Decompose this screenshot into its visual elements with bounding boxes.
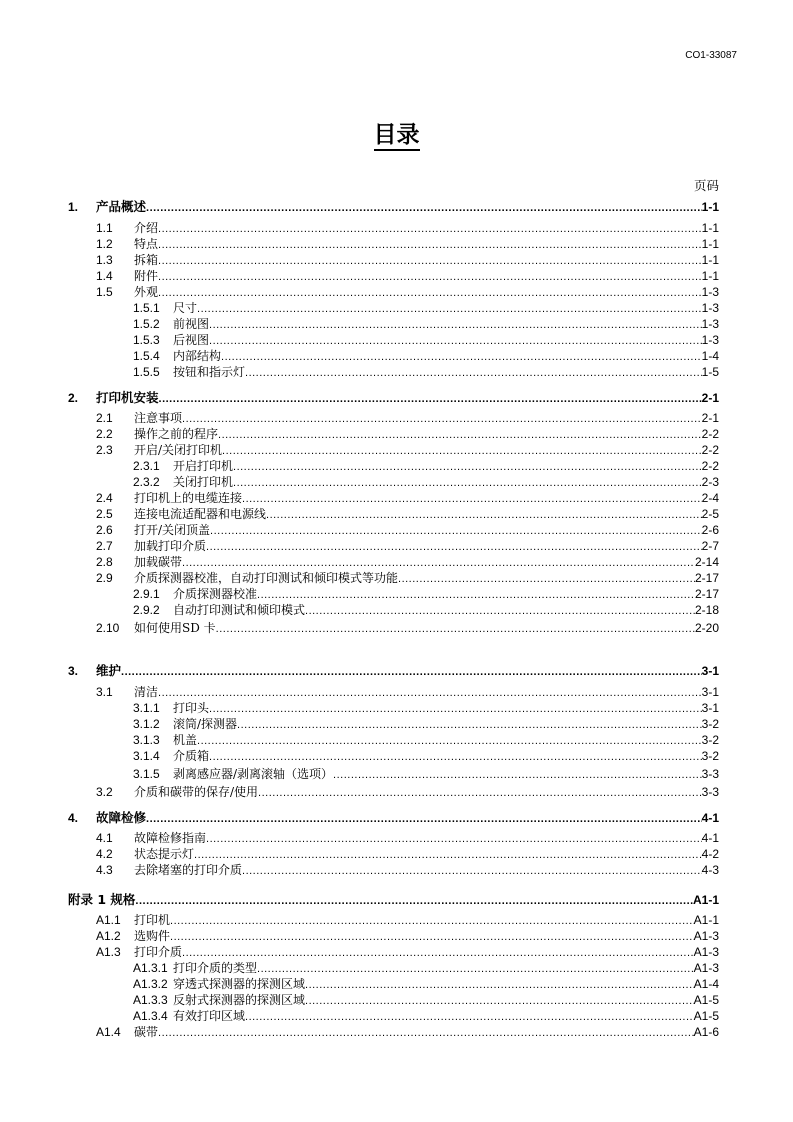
toc-number: 2.9 (96, 571, 113, 585)
toc-page-number: 4-3 (701, 863, 719, 877)
toc-row (0, 300, 793, 316)
toc-number: 2. (68, 391, 79, 405)
toc-number: A1.1 (96, 913, 121, 927)
toc-row (0, 410, 793, 426)
toc-row (0, 348, 793, 364)
toc-number: 2.4 (96, 491, 113, 505)
dot-leader (257, 960, 694, 977)
toc-number: A1.3.1 (133, 961, 168, 975)
toc-number: 3.1.1 (133, 701, 160, 715)
dot-leader (182, 554, 695, 571)
toc-number: 3.1 (96, 685, 113, 699)
toc-row (0, 522, 793, 538)
toc-title: 打印机安装 (96, 390, 159, 405)
toc-row (0, 220, 793, 236)
toc-row (0, 316, 793, 332)
toc-number: 3.1.3 (133, 733, 160, 747)
toc-title: 外观 (134, 285, 159, 299)
dot-leader (135, 892, 693, 909)
toc-number: 2.9.1 (133, 587, 160, 601)
dot-leader (305, 602, 695, 619)
dot-leader (158, 684, 702, 701)
toc-row (0, 570, 793, 586)
toc-page-number: 2-18 (694, 603, 719, 617)
toc-row (0, 474, 793, 490)
toc-page-number: A1-1 (692, 893, 719, 907)
toc-page-number: 1-1 (701, 269, 719, 283)
toc-title: 特点 (134, 237, 159, 251)
toc-title: 介绍 (134, 221, 159, 235)
toc-chapter-row (0, 810, 793, 826)
toc-page-number: A1-3 (693, 961, 719, 975)
toc-page-number: 1-1 (701, 237, 719, 251)
dot-leader (233, 474, 702, 491)
toc-number: 2.3.2 (133, 475, 160, 489)
toc-page-number: 2-17 (694, 587, 719, 601)
toc-number: 1.5.1 (133, 301, 160, 315)
toc-page-number: 2-1 (701, 391, 719, 405)
toc-number: 1. (68, 200, 79, 214)
toc-number: 2.1 (96, 411, 113, 425)
toc-row (0, 830, 793, 846)
toc-number: A1.3.4 (133, 1009, 168, 1023)
toc-title: 故障检修指南 (134, 831, 207, 845)
dot-leader (305, 976, 694, 993)
toc-title: 按钮和指示灯 (173, 365, 246, 379)
dot-leader (209, 316, 702, 333)
toc-title: 状态提示灯 (134, 847, 195, 861)
toc-page-number: 4-1 (701, 831, 719, 845)
toc-row (0, 252, 793, 268)
toc-row (0, 1008, 793, 1024)
toc-page-number: 2-2 (701, 427, 719, 441)
toc-page-number: 3-2 (701, 733, 719, 747)
toc-chapter-row (0, 199, 793, 215)
toc-row (0, 960, 793, 976)
dot-leader (158, 268, 702, 285)
toc-title: 开启/关闭打印机 (134, 443, 223, 457)
toc-number: 2.6 (96, 523, 113, 537)
toc-number: 3.2 (96, 785, 113, 799)
dot-leader (206, 538, 702, 555)
toc-row (0, 928, 793, 944)
toc-row (0, 490, 793, 506)
toc-row (0, 364, 793, 380)
dot-leader (398, 570, 695, 587)
toc-row (0, 716, 793, 732)
toc-row (0, 602, 793, 618)
toc-number: 2.3.1 (133, 459, 160, 473)
toc-row (0, 766, 793, 782)
toc-title: 关闭打印机 (173, 475, 234, 489)
toc-number: A1.2 (96, 929, 121, 943)
toc-page-number: 3-3 (701, 767, 719, 781)
toc-number: 1.5.2 (133, 317, 160, 331)
toc-row (0, 284, 793, 300)
toc-title: 碳带 (134, 1025, 159, 1039)
toc-page-number: 3-1 (701, 664, 719, 678)
toc-row (0, 442, 793, 458)
toc-row (0, 992, 793, 1008)
toc-number: 3.1.4 (133, 749, 160, 763)
toc-number: 2.3 (96, 443, 113, 457)
toc-row (0, 268, 793, 284)
toc-page-number: 2-2 (701, 443, 719, 457)
toc-page-number: A1-5 (693, 1009, 719, 1023)
toc-number: 2.7 (96, 539, 113, 553)
toc-page-number: 2-6 (701, 523, 719, 537)
toc-page-number: 1-5 (701, 365, 719, 379)
toc-page-number: 1-1 (701, 253, 719, 267)
toc-number: 4. (68, 811, 79, 825)
toc-title: 打印机 (134, 913, 171, 927)
toc-page-number: 1-3 (701, 301, 719, 315)
dot-leader (121, 663, 702, 680)
toc-page-number: 1-3 (701, 285, 719, 299)
dot-leader (206, 830, 702, 847)
toc-number: A1.3 (96, 945, 121, 959)
toc-number: 1.5.5 (133, 365, 160, 379)
dot-leader (158, 284, 702, 301)
toc-page-number: 4-2 (701, 847, 719, 861)
toc-page-number: 3-3 (701, 785, 719, 799)
toc-page-number: A1-5 (693, 993, 719, 1007)
toc-number: 3.1.5 (133, 767, 160, 781)
dot-leader (209, 748, 702, 765)
toc-title: 加载碳带 (134, 555, 183, 569)
dot-leader (182, 944, 694, 961)
dot-leader (233, 458, 702, 475)
toc-title: 自动打印测试和倾印模式 (173, 603, 306, 617)
toc-page-number: 2-20 (694, 621, 719, 635)
toc-row (0, 862, 793, 878)
toc-page-number: 4-1 (701, 811, 719, 825)
toc-title: 剥离感应器/剥离滚轴（选项） (173, 767, 334, 781)
toc-number: 2.9.2 (133, 603, 160, 617)
toc-page-number: 3-1 (701, 685, 719, 699)
toc-title: 加载打印介质 (134, 539, 207, 553)
toc-number: 1.5.3 (133, 333, 160, 347)
dot-leader (237, 716, 702, 733)
toc-page-number: 3-1 (701, 701, 719, 715)
dot-leader (221, 348, 702, 365)
toc-number: 3.1.2 (133, 717, 160, 731)
dot-leader (158, 220, 702, 237)
dot-leader (158, 252, 702, 269)
dot-leader (197, 732, 702, 749)
page-column-label: 页码 (693, 178, 719, 193)
toc-row (0, 784, 793, 800)
dot-leader (257, 586, 695, 603)
dot-leader (146, 199, 702, 216)
dot-leader (158, 236, 702, 253)
dot-leader (170, 912, 694, 929)
toc-page-number: 2-2 (701, 459, 719, 473)
toc-page-number: 2-4 (701, 491, 719, 505)
toc-title: 介质探测器校准 (173, 587, 258, 601)
toc-number: 2.8 (96, 555, 113, 569)
toc-title: 维护 (96, 663, 122, 678)
dot-leader (194, 846, 702, 863)
toc-chapter-row (0, 892, 793, 908)
toc-title: 产品概述 (96, 199, 147, 214)
toc-page-number: 1-4 (701, 349, 719, 363)
toc-number: 1.4 (96, 269, 113, 283)
toc-page-number: 1-1 (701, 200, 719, 214)
toc-page-number: 1-1 (701, 221, 719, 235)
toc-page-number: A1-3 (693, 929, 719, 943)
toc-number: 4.3 (96, 863, 113, 877)
toc-title: 打印头 (173, 701, 210, 715)
toc-title: 介质和碳带的保存/使用 (134, 785, 259, 799)
dot-leader (245, 1008, 694, 1025)
toc-title: 穿透式探测器的探测区域 (173, 977, 306, 991)
dot-leader (222, 442, 702, 459)
dot-leader (216, 620, 695, 637)
toc-row (0, 426, 793, 442)
toc-title: 前视图 (173, 317, 210, 331)
toc-title: 操作之前的程序 (134, 427, 219, 441)
toc-page-number: 2-1 (701, 411, 719, 425)
toc-page-number: A1-1 (693, 913, 719, 927)
toc-title: 机盖 (173, 733, 198, 747)
page-title: 目录 (0, 116, 793, 149)
toc-row (0, 912, 793, 928)
toc-number: 2.5 (96, 507, 113, 521)
toc-title: 内部结构 (173, 349, 222, 363)
toc-page-number: 3-2 (701, 749, 719, 763)
dot-leader (242, 490, 702, 507)
toc-page-number: A1-6 (693, 1025, 719, 1039)
toc-title: 如何使用SD 卡 (134, 621, 216, 635)
toc-title: 介质探测器校准，自动打印测试和倾印模式等功能 (134, 571, 399, 585)
toc-row (0, 1024, 793, 1040)
toc-row (0, 332, 793, 348)
toc-page-number: 2-3 (701, 475, 719, 489)
toc-number: A1.4 (96, 1025, 121, 1039)
toc-title: 反射式探测器的探测区域 (173, 993, 306, 1007)
toc-title: 有效打印区域 (173, 1009, 246, 1023)
toc-page-number: A1-4 (693, 977, 719, 991)
toc-row (0, 236, 793, 252)
toc-page-number: 3-2 (701, 717, 719, 731)
toc-title: 去除堵塞的打印介质 (134, 863, 243, 877)
dot-leader (242, 862, 702, 879)
toc-row (0, 944, 793, 960)
toc-number: 1.1 (96, 221, 113, 235)
dot-leader (170, 928, 694, 945)
toc-row (0, 846, 793, 862)
toc-title: 介质箱 (173, 749, 210, 763)
dot-leader (209, 332, 702, 349)
toc-row (0, 538, 793, 554)
toc-row (0, 620, 793, 636)
toc-row (0, 554, 793, 570)
dot-leader (197, 300, 702, 317)
dot-leader (333, 766, 702, 783)
dot-leader (258, 784, 702, 801)
toc-row (0, 748, 793, 764)
dot-leader (159, 390, 702, 407)
toc-page-number: 2-14 (694, 555, 719, 569)
toc-number: 1.5.4 (133, 349, 160, 363)
toc-chapter-row (0, 390, 793, 406)
dot-leader (158, 1024, 694, 1041)
toc-row (0, 586, 793, 602)
toc-row (0, 976, 793, 992)
toc-title: 拆箱 (134, 253, 159, 267)
toc-row (0, 684, 793, 700)
toc-title: 打印介质的类型 (173, 961, 258, 975)
toc-page-number: 2-5 (701, 507, 719, 521)
document-id: CO1-33087 (685, 50, 737, 61)
toc-number: 4.1 (96, 831, 113, 845)
toc-page-number: 1-3 (701, 333, 719, 347)
toc-title: 滚筒/探测器 (173, 717, 238, 731)
toc-title: 连接电流适配器和电源线 (134, 507, 267, 521)
toc-row (0, 732, 793, 748)
toc-number: A1.3.3 (133, 993, 168, 1007)
toc-number: 2.10 (96, 621, 120, 635)
toc-row (0, 700, 793, 716)
toc-number: 1.3 (96, 253, 113, 267)
dot-leader (266, 506, 702, 523)
toc-page-number: A1-3 (693, 945, 719, 959)
toc-title: 打开/关闭顶盖 (134, 523, 211, 537)
toc-row (0, 506, 793, 522)
toc-page-number: 2-7 (701, 539, 719, 553)
toc-title: 尺寸 (173, 301, 198, 315)
toc-title: 附录 1 规格 (68, 892, 136, 907)
toc-title: 开启打印机 (173, 459, 234, 473)
toc-number: 1.5 (96, 285, 113, 299)
toc-title: 选购件 (134, 929, 171, 943)
toc-chapter-row (0, 663, 793, 679)
toc-title: 后视图 (173, 333, 210, 347)
toc-page-number: 2-17 (694, 571, 719, 585)
toc-number: 3. (68, 664, 79, 678)
toc-title: 清洁 (134, 685, 159, 699)
toc-page-number: 1-3 (701, 317, 719, 331)
toc-number: 4.2 (96, 847, 113, 861)
dot-leader (210, 522, 702, 539)
dot-leader (146, 810, 702, 827)
dot-leader (305, 992, 694, 1009)
dot-leader (209, 700, 702, 717)
dot-leader (245, 364, 702, 381)
toc-title: 附件 (134, 269, 159, 283)
toc-title: 打印介质 (134, 945, 183, 959)
dot-leader (218, 426, 702, 443)
toc-number: A1.3.2 (133, 977, 168, 991)
dot-leader (182, 410, 702, 427)
toc-number: 1.2 (96, 237, 113, 251)
toc-title: 打印机上的电缆连接 (134, 491, 243, 505)
toc-title: 注意事项 (134, 411, 183, 425)
toc-number: 2.2 (96, 427, 113, 441)
toc-title: 故障检修 (96, 810, 147, 825)
toc-row (0, 458, 793, 474)
